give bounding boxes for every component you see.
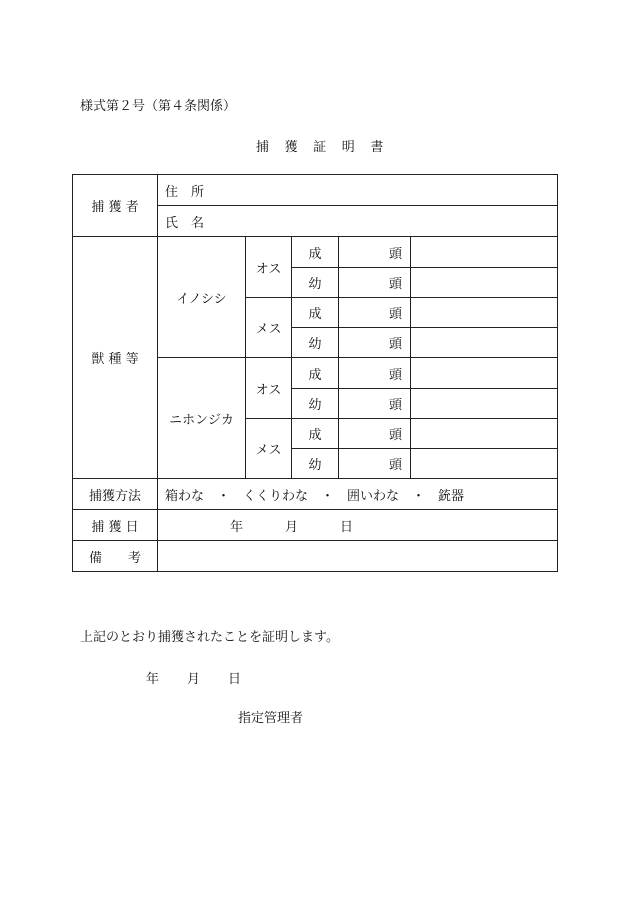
form-number-label: 様式第２号（第４条関係）	[80, 99, 237, 114]
species-label: 獣 種 等	[73, 237, 158, 479]
name-field[interactable]	[158, 206, 558, 237]
count-field[interactable]	[339, 389, 411, 419]
sign-month-label: 月	[187, 672, 201, 687]
notes-field[interactable]	[411, 298, 558, 328]
notes-field[interactable]	[411, 358, 558, 389]
count-field[interactable]	[339, 328, 411, 358]
age-label: 幼	[292, 268, 339, 298]
age-label: 成	[292, 358, 339, 389]
date-day-label: 日	[340, 519, 354, 535]
notes-field[interactable]	[411, 389, 558, 419]
count-unit: 頭	[388, 398, 402, 413]
count-unit: 頭	[388, 307, 402, 322]
count-field[interactable]	[339, 237, 411, 268]
capture-date-label: 捕 獲 日	[73, 510, 158, 541]
sex-label: オス	[246, 358, 292, 419]
notes-field[interactable]	[411, 419, 558, 449]
address-label: 住 所	[165, 184, 205, 200]
remarks-field[interactable]	[158, 541, 558, 572]
address-field[interactable]	[158, 175, 558, 206]
captor-label: 捕 獲 者	[73, 175, 158, 237]
age-label: 成	[292, 237, 339, 268]
count-unit: 頭	[388, 277, 402, 292]
age-label: 幼	[292, 389, 339, 419]
method-options[interactable]: 箱わな ・ くくりわな ・ 囲いわな ・ 銃器	[158, 479, 558, 510]
remarks-label: 備 考	[73, 541, 158, 572]
name-label: 氏 名	[165, 215, 205, 231]
sex-label: メス	[246, 419, 292, 479]
notes-field[interactable]	[411, 268, 558, 298]
capture-date-field[interactable]	[158, 510, 558, 541]
date-month-label: 月	[285, 519, 299, 535]
count-unit: 頭	[388, 337, 402, 352]
sign-year-label: 年	[146, 672, 160, 687]
method-label: 捕獲方法	[73, 479, 158, 510]
sex-label: メス	[246, 298, 292, 358]
notes-field[interactable]	[411, 449, 558, 479]
count-unit: 頭	[388, 246, 402, 262]
notes-field[interactable]	[411, 328, 558, 358]
age-label: 幼	[292, 449, 339, 479]
certificate-table	[72, 174, 558, 572]
species-name: イノシシ	[158, 237, 246, 358]
age-label: 成	[292, 419, 339, 449]
certification-statement: 上記のとおり捕獲されたことを証明します。	[80, 630, 339, 645]
document-title: 捕 獲 証 明 書	[256, 140, 385, 155]
count-unit: 頭	[388, 428, 402, 443]
date-year-label: 年	[230, 519, 244, 535]
sign-day-label: 日	[228, 672, 242, 687]
manager-label: 指定管理者	[238, 711, 304, 726]
species-name: ニホンジカ	[158, 358, 246, 479]
count-field[interactable]	[339, 449, 411, 479]
count-field[interactable]	[339, 419, 411, 449]
age-label: 幼	[292, 328, 339, 358]
count-field[interactable]	[339, 268, 411, 298]
sex-label: オス	[246, 237, 292, 298]
notes-field[interactable]	[411, 237, 558, 268]
count-field[interactable]	[339, 358, 411, 389]
age-label: 成	[292, 298, 339, 328]
count-unit: 頭	[388, 458, 402, 473]
signature-date-line	[146, 668, 241, 687]
count-field[interactable]	[339, 298, 411, 328]
count-unit: 頭	[388, 367, 402, 383]
